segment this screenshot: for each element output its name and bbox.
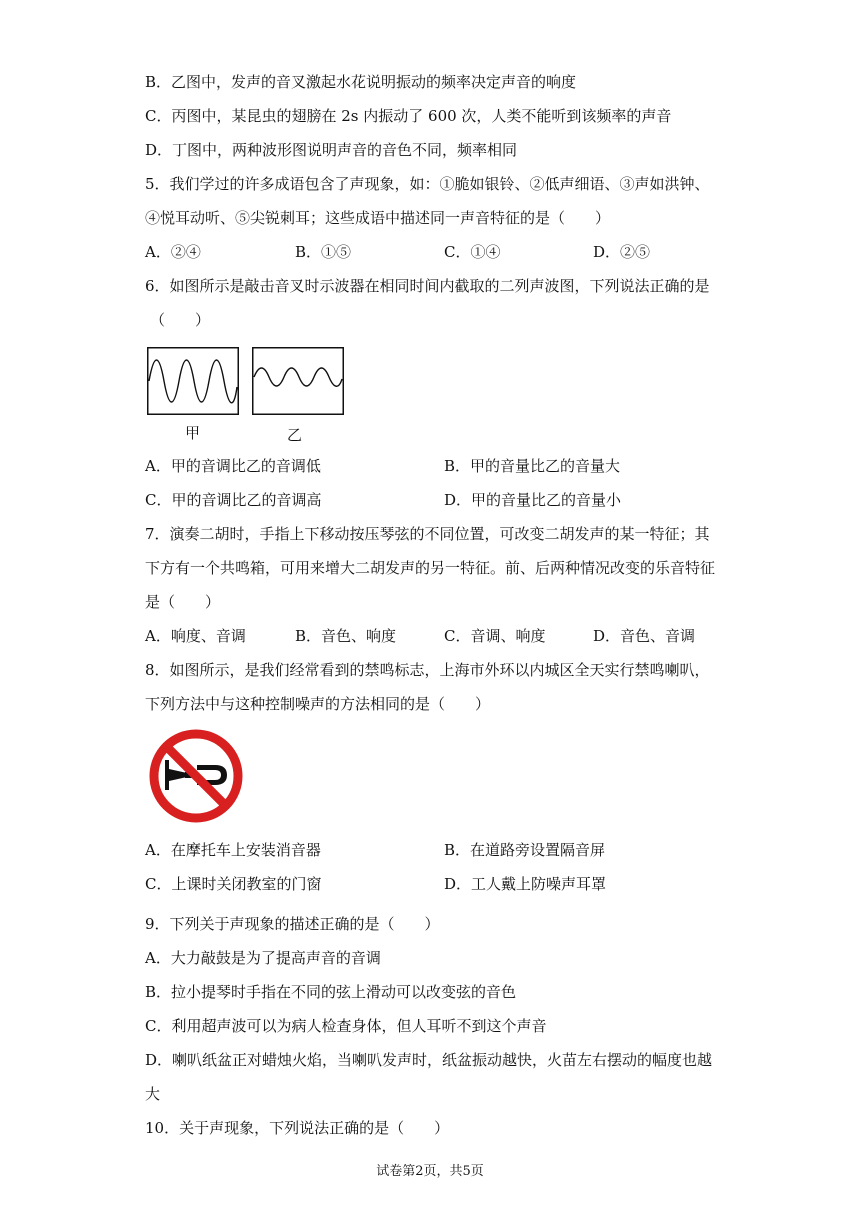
q9-stem: 9．下列关于声现象的描述正确的是（ ） [145,915,440,933]
waveform-jia-figure [147,347,239,415]
page-footer: 试卷第2页，共5页 [376,1164,484,1179]
waveform-yi-curve [254,368,342,386]
waveform-yi-label: 乙 [287,426,303,444]
q7-option-b: B．音色、响度 [295,627,397,645]
q6-stem-line1: 6．如图所示是敲击音叉时示波器在相同时间内截取的二列声波图，下列说法正确的是 [145,277,710,295]
q7-option-a: A．响度、音调 [145,627,246,645]
q8-option-a: A．在摩托车上安装消音器 [145,841,321,859]
q5-option-a: A．②④ [145,243,201,261]
q5-stem-line2: ④悦耳动听、⑤尖锐刺耳；这些成语中描述同一声音特征的是（ ） [145,209,611,227]
q8-stem-line1: 8．如图所示，是我们经常看到的禁鸣标志，上海市外环以内城区全天实行禁鸣喇叭， [145,661,710,679]
q9-option-d-line1: D．喇叭纸盆正对蜡烛火焰，当喇叭发声时，纸盆振动越快，火苗左右摆动的幅度也越 [145,1051,713,1069]
q7-stem-line1: 7．演奏二胡时，手指上下移动按压琴弦的不同位置，可改变二胡发声的某一特征；其 [145,525,710,543]
q9-option-a: A．大力敲鼓是为了提高声音的音调 [145,949,381,967]
q5-stem-line1: 5．我们学过的许多成语包含了声现象，如：①脆如银铃、②低声细语、③声如洪钟、 [145,175,710,193]
q8-option-c: C．上课时关闭教室的门窗 [145,875,322,893]
q6-option-b: B．甲的音量比乙的音量大 [444,457,621,475]
q6-option-a: A．甲的音调比乙的音调低 [145,457,321,475]
q8-option-d: D．工人戴上防噪声耳罩 [444,875,607,893]
q5-option-d: D．②⑤ [593,243,651,261]
q7-option-c: C．音调、响度 [444,627,546,645]
q7-stem-line3: 是（ ） [145,593,221,611]
q4-option-b: B．乙图中，发声的音叉激起水花说明振动的频率决定声音的响度 [145,73,577,91]
q8-stem-line2: 下列方法中与这种控制噪声的方法相同的是（ ） [145,695,491,713]
q4-option-d: D．丁图中，两种波形图说明声音的音色不同，频率相同 [145,141,518,159]
q6-option-c: C．甲的音调比乙的音调高 [145,491,322,509]
q7-stem-line2: 下方有一个共鸣箱，可用来增大二胡发声的另一特征。前、后两种情况改变的乐音特征 [145,559,716,577]
q7-option-d: D．音色、音调 [593,627,696,645]
waveform-jia-curve [149,360,237,403]
q4-option-c: C．丙图中，某昆虫的翅膀在 2s 内振动了 600 次，人类不能听到该频率的声音 [145,107,672,125]
q9-option-b: B．拉小提琴时手指在不同的弦上滑动可以改变弦的音色 [145,983,517,1001]
q5-option-c: C．①④ [444,243,501,261]
q6-stem-line2: （ ） [150,311,211,329]
q10-stem: 10．关于声现象，下列说法正确的是（ ） [145,1119,450,1137]
q9-option-c: C．利用超声波可以为病人检查身体，但人耳听不到这个声音 [145,1017,547,1035]
no-horn-sign-icon [147,727,245,825]
waveform-yi-figure [252,347,344,415]
q6-option-d: D．甲的音量比乙的音量小 [444,491,622,509]
q5-option-b: B．①⑤ [295,243,352,261]
q8-option-b: B．在道路旁设置隔音屏 [444,841,606,859]
q9-option-d-line2: 大 [145,1085,161,1103]
waveform-jia-label: 甲 [185,424,201,442]
